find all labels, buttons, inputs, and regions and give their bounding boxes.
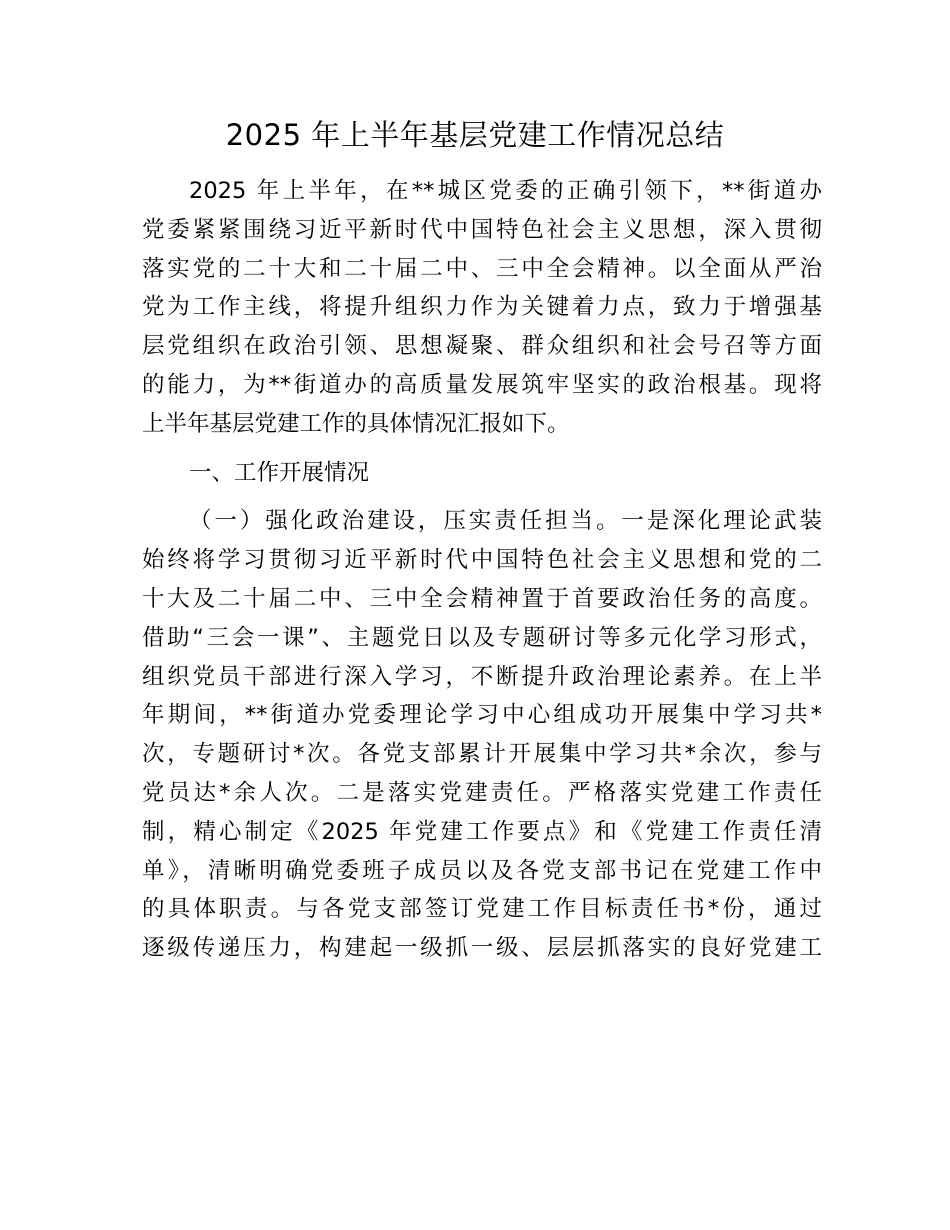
paragraph-line: 党为工作主线，将提升组织力作为关键着力点，致力于增强基: [142, 294, 822, 321]
paragraph-line: 年期间，**街道办党委理论学习中心组成功开展集中学习共*: [142, 702, 822, 729]
paragraph-line: （一）强化政治建设，压实责任担当。一是深化理论武装: [189, 508, 822, 535]
spacer: [142, 444, 822, 454]
paragraph-line: 上半年基层党建工作的具体情况汇报如下。: [142, 410, 570, 437]
document-title: 2025 年上半年基层党建工作情况总结: [225, 118, 725, 152]
paragraph-line: 落实党的二十大和二十届二中、三中全会精神。以全面从严治: [142, 255, 822, 282]
section-heading: 一、工作开展情况: [189, 459, 370, 486]
document-body: [142, 172, 822, 968]
paragraph-line: 党员达*余人次。二是落实党建责任。严格落实党建工作责任: [142, 779, 822, 806]
paragraph-line: 制，精心制定《2025 年党建工作要点》和《党建工作责任清: [142, 818, 822, 845]
paragraph-line: 始终将学习贯彻习近平新时代中国特色社会主义思想和党的二: [142, 547, 822, 574]
paragraph-line: 的能力，为**街道办的高质量发展筑牢坚实的政治根基。现将: [142, 371, 822, 398]
paragraph-line: 的具体职责。与各党支部签订党建工作目标责任书*份，通过: [142, 896, 822, 923]
paragraph-line: 次，专题研讨*次。各党支部累计开展集中学习共*余次，参与: [142, 741, 822, 768]
paragraph-line: 组织党员干部进行深入学习，不断提升政治理论素养。在上半: [142, 663, 822, 690]
spacer: [142, 492, 822, 502]
paragraph-line: 2025 年上半年，在**城区党委的正确引领下，**街道办: [189, 178, 822, 204]
paragraph-line: 十大及二十届二中、三中全会精神置于首要政治任务的高度。: [142, 585, 822, 612]
paragraph-line: 单》，清晰明确党委班子成员以及各党支部书记在党建工作中: [142, 857, 822, 884]
paragraph-line: 逐级传递压力，构建起一级抓一级、层层抓落实的良好党建工: [142, 935, 822, 962]
paragraph-line: 层党组织在政治引领、思想凝聚、群众组织和社会号召等方面: [142, 333, 822, 360]
paragraph-line: 党委紧紧围绕习近平新时代中国特色社会主义思想，深入贯彻: [142, 216, 822, 243]
paragraph-line: 借助“三会一课”、主题党日以及专题研讨等多元化学习形式，: [142, 624, 822, 651]
